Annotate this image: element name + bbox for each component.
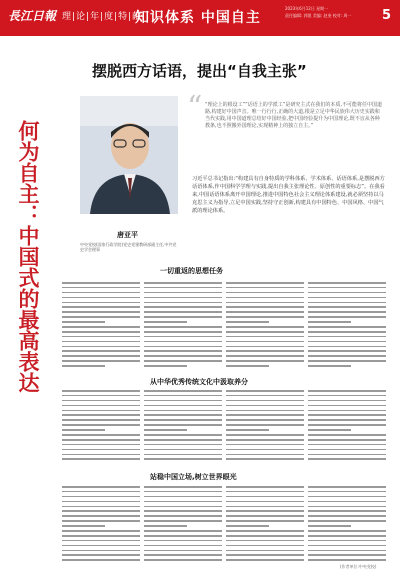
text-line: [62, 355, 140, 357]
subhead-2: 从中华优秀传统文化中汲取养分: [150, 378, 248, 386]
text-line: [62, 535, 140, 537]
text-line: [144, 454, 222, 456]
text-line: [144, 559, 222, 561]
text-line: [144, 311, 222, 313]
text-line: [226, 390, 304, 392]
text-line: [308, 525, 351, 527]
text-line: [308, 496, 386, 498]
text-line: [226, 326, 304, 328]
text-line: [144, 390, 222, 392]
author-bio: 中央党校(国家行政学院)党史党建教研部副主任,中共党史学会理事: [80, 242, 177, 252]
text-line: [226, 424, 304, 426]
text-line: [62, 336, 140, 338]
text-line: [144, 434, 222, 436]
text-column: [144, 486, 222, 564]
text-line: [62, 350, 140, 352]
text-line: [62, 515, 140, 517]
text-line: [226, 545, 304, 547]
text-column: [308, 390, 386, 463]
text-line: [226, 540, 304, 542]
text-line: [144, 414, 222, 416]
text-line: [62, 429, 105, 431]
text-line: [144, 424, 222, 426]
text-line: [308, 540, 386, 542]
text-line: [62, 282, 140, 284]
text-line: [308, 550, 386, 552]
text-line: [308, 515, 386, 517]
text-line: [226, 341, 304, 343]
text-line: [308, 491, 386, 493]
text-line: [144, 331, 222, 333]
text-line: [226, 486, 304, 488]
text-line: [144, 510, 222, 512]
text-line: [226, 454, 304, 456]
text-line: [62, 419, 140, 421]
text-line: [226, 365, 269, 367]
text-line: [226, 530, 304, 532]
text-line: [226, 316, 304, 318]
text-line: [308, 365, 351, 367]
text-line: [144, 405, 222, 407]
text-column: [62, 282, 140, 370]
text-line: [226, 311, 304, 313]
text-column: [144, 282, 222, 370]
text-line: [308, 559, 386, 561]
text-line: [62, 306, 140, 308]
text-line: [226, 419, 304, 421]
text-line: [226, 491, 304, 493]
text-line: [226, 306, 304, 308]
text-column: [308, 486, 386, 564]
text-line: [308, 419, 386, 421]
text-line: [62, 297, 140, 299]
text-line: [62, 341, 140, 343]
text-line: [144, 530, 222, 532]
text-line: [226, 520, 304, 522]
text-line: [144, 496, 222, 498]
subhead-3: 站稳中国立场,树立世界眼光: [150, 473, 237, 481]
text-line: [308, 434, 386, 436]
newspaper-logo: 長江日報: [8, 9, 57, 23]
text-line: [308, 444, 386, 446]
editor-credits: 责任编辑: 郭凯 美编: 赵奎 校对: 周一: [285, 13, 352, 18]
text-line: [62, 530, 140, 532]
text-line: [308, 454, 386, 456]
text-line: [62, 331, 140, 333]
text-line: [144, 540, 222, 542]
text-column: [308, 282, 386, 370]
text-line: [308, 302, 386, 304]
text-line: [308, 336, 386, 338]
text-column: [144, 390, 222, 463]
text-line: [226, 439, 304, 441]
text-line: [62, 449, 140, 451]
section-label: 理|论|年|度|特|献: [62, 12, 143, 22]
text-line: [226, 525, 269, 527]
text-line: [308, 360, 386, 362]
text-line: [144, 458, 222, 460]
text-line: [308, 390, 386, 392]
text-line: [308, 341, 386, 343]
text-line: [144, 486, 222, 488]
text-line: [62, 545, 140, 547]
text-line: [144, 520, 222, 522]
text-line: [144, 525, 187, 527]
text-line: [226, 550, 304, 552]
text-line: [62, 506, 140, 508]
text-line: [144, 550, 222, 552]
text-line: [62, 400, 140, 402]
text-line: [62, 458, 140, 460]
text-line: [308, 506, 386, 508]
text-line: [226, 515, 304, 517]
text-line: [62, 302, 140, 304]
text-line: [226, 510, 304, 512]
text-line: [144, 449, 222, 451]
text-line: [62, 360, 140, 362]
text-line: [62, 540, 140, 542]
text-line: [308, 287, 386, 289]
text-line: [308, 282, 386, 284]
text-line: [226, 535, 304, 537]
text-line: [308, 326, 386, 328]
issue-date: 2023年6月12日 星期一: [285, 6, 329, 11]
text-column: [62, 486, 140, 564]
text-line: [226, 331, 304, 333]
text-line: [226, 410, 304, 412]
subhead-1: 一切重返的思想任务: [160, 267, 223, 275]
text-line: [144, 355, 222, 357]
text-line: [144, 341, 222, 343]
text-line: [62, 414, 140, 416]
text-line: [144, 410, 222, 412]
text-line: [226, 429, 269, 431]
text-line: [144, 444, 222, 446]
text-line: [226, 360, 304, 362]
text-line: [226, 346, 304, 348]
text-line: [308, 306, 386, 308]
text-line: [62, 311, 140, 313]
text-line: [226, 405, 304, 407]
text-line: [62, 550, 140, 552]
text-line: [308, 346, 386, 348]
text-line: [144, 306, 222, 308]
text-line: [226, 554, 304, 556]
pull-quote: “理论上的根设工””话语上的学派工”是研究主式在我们的本质,不可能将任中国道路,构建好中国声音。唯一行行行,正确的大道,根是立足中华民族伟大历史实践和当代实践,用中国道理总结好中国经验,把中国经验提升为中国理论,既不盲从各种教条,也不照搬外国理论,实现精神上的独立自主。”: [205, 102, 382, 129]
text-line: [144, 321, 187, 323]
text-line: [308, 400, 386, 402]
text-line: [308, 321, 351, 323]
text-line: [226, 336, 304, 338]
text-line: [62, 410, 140, 412]
text-line: [308, 311, 386, 313]
text-line: [144, 419, 222, 421]
text-line: [308, 316, 386, 318]
text-line: [308, 395, 386, 397]
author-photo: [80, 96, 178, 214]
quote-mark-icon: “: [187, 90, 203, 125]
text-line: [62, 321, 105, 323]
text-line: [144, 501, 222, 503]
text-line: [308, 535, 386, 537]
text-line: [226, 350, 304, 352]
text-line: [62, 501, 140, 503]
text-line: [144, 360, 222, 362]
text-line: [144, 515, 222, 517]
text-line: [144, 346, 222, 348]
text-line: [226, 559, 304, 561]
text-line: [62, 520, 140, 522]
text-line: [144, 491, 222, 493]
text-line: [144, 297, 222, 299]
page-theme: 知识体系 中国自主: [135, 10, 261, 26]
author-signature: (作者单位:中央党校): [340, 564, 377, 569]
text-line: [226, 302, 304, 304]
text-line: [144, 545, 222, 547]
text-line: [62, 316, 140, 318]
text-line: [144, 535, 222, 537]
page-number: 5: [382, 8, 392, 23]
text-line: [62, 365, 105, 367]
text-line: [308, 501, 386, 503]
text-line: [308, 510, 386, 512]
text-line: [144, 506, 222, 508]
text-line: [226, 321, 269, 323]
text-line: [62, 491, 140, 493]
text-line: [308, 439, 386, 441]
text-line: [226, 292, 304, 294]
text-line: [62, 424, 140, 426]
text-line: [144, 554, 222, 556]
lead-paragraph: 习近平总书记指出:“构建具有自身特质的学科体系、学术体系、话语体系,是摆脱西方话语体系,作中国科学学理与实践,提出自我主张理论性、原创性的重要标志”。在我看来,中国话语体系离开中国理论,推进中国特色社会主义理论体系建设,就必须坚持以马克思主义为指导,立足中国实践,坚持守正创新,构建具有中国特色、中国风格、中国气派的理论体系。: [192, 176, 385, 214]
text-line: [144, 395, 222, 397]
text-line: [62, 454, 140, 456]
text-column: [226, 390, 304, 463]
text-line: [226, 414, 304, 416]
text-line: [226, 287, 304, 289]
text-line: [144, 365, 187, 367]
text-line: [144, 336, 222, 338]
text-line: [226, 496, 304, 498]
text-line: [62, 326, 140, 328]
text-line: [226, 501, 304, 503]
text-line: [144, 282, 222, 284]
text-line: [62, 496, 140, 498]
masthead-banner: [0, 0, 400, 36]
text-line: [308, 297, 386, 299]
text-line: [144, 292, 222, 294]
text-line: [62, 444, 140, 446]
text-line: [144, 429, 187, 431]
text-line: [226, 395, 304, 397]
article-headline: 摆脱西方话语，提出“自我主张”: [92, 62, 307, 80]
text-line: [226, 506, 304, 508]
text-line: [62, 510, 140, 512]
text-line: [144, 302, 222, 304]
author-name: 唐亚平: [117, 231, 138, 239]
text-line: [226, 449, 304, 451]
text-line: [62, 292, 140, 294]
text-line: [308, 414, 386, 416]
text-line: [62, 405, 140, 407]
text-line: [308, 486, 386, 488]
text-line: [308, 405, 386, 407]
text-line: [308, 331, 386, 333]
text-line: [308, 292, 386, 294]
text-line: [62, 439, 140, 441]
text-column: [226, 282, 304, 370]
text-line: [62, 525, 105, 527]
text-line: [308, 424, 386, 426]
text-line: [226, 434, 304, 436]
text-line: [308, 429, 351, 431]
text-line: [308, 350, 386, 352]
text-line: [144, 287, 222, 289]
text-line: [62, 390, 140, 392]
text-line: [226, 297, 304, 299]
text-line: [308, 410, 386, 412]
text-line: [144, 326, 222, 328]
text-line: [226, 282, 304, 284]
text-line: [62, 554, 140, 556]
text-line: [226, 355, 304, 357]
text-line: [62, 486, 140, 488]
text-line: [144, 400, 222, 402]
text-line: [226, 458, 304, 460]
text-line: [226, 400, 304, 402]
text-column: [226, 486, 304, 564]
text-line: [308, 520, 386, 522]
text-line: [144, 350, 222, 352]
text-line: [62, 559, 140, 561]
text-line: [62, 434, 140, 436]
text-line: [144, 316, 222, 318]
portrait-image: [80, 96, 178, 214]
text-line: [62, 287, 140, 289]
text-line: [62, 346, 140, 348]
text-line: [144, 439, 222, 441]
text-line: [308, 355, 386, 357]
text-line: [308, 458, 386, 460]
text-column: [62, 390, 140, 463]
text-line: [308, 449, 386, 451]
text-line: [62, 395, 140, 397]
vertical-title: 何为自主：中国式的最高表达: [16, 120, 41, 393]
text-line: [308, 545, 386, 547]
text-line: [308, 530, 386, 532]
text-line: [308, 554, 386, 556]
text-line: [226, 444, 304, 446]
